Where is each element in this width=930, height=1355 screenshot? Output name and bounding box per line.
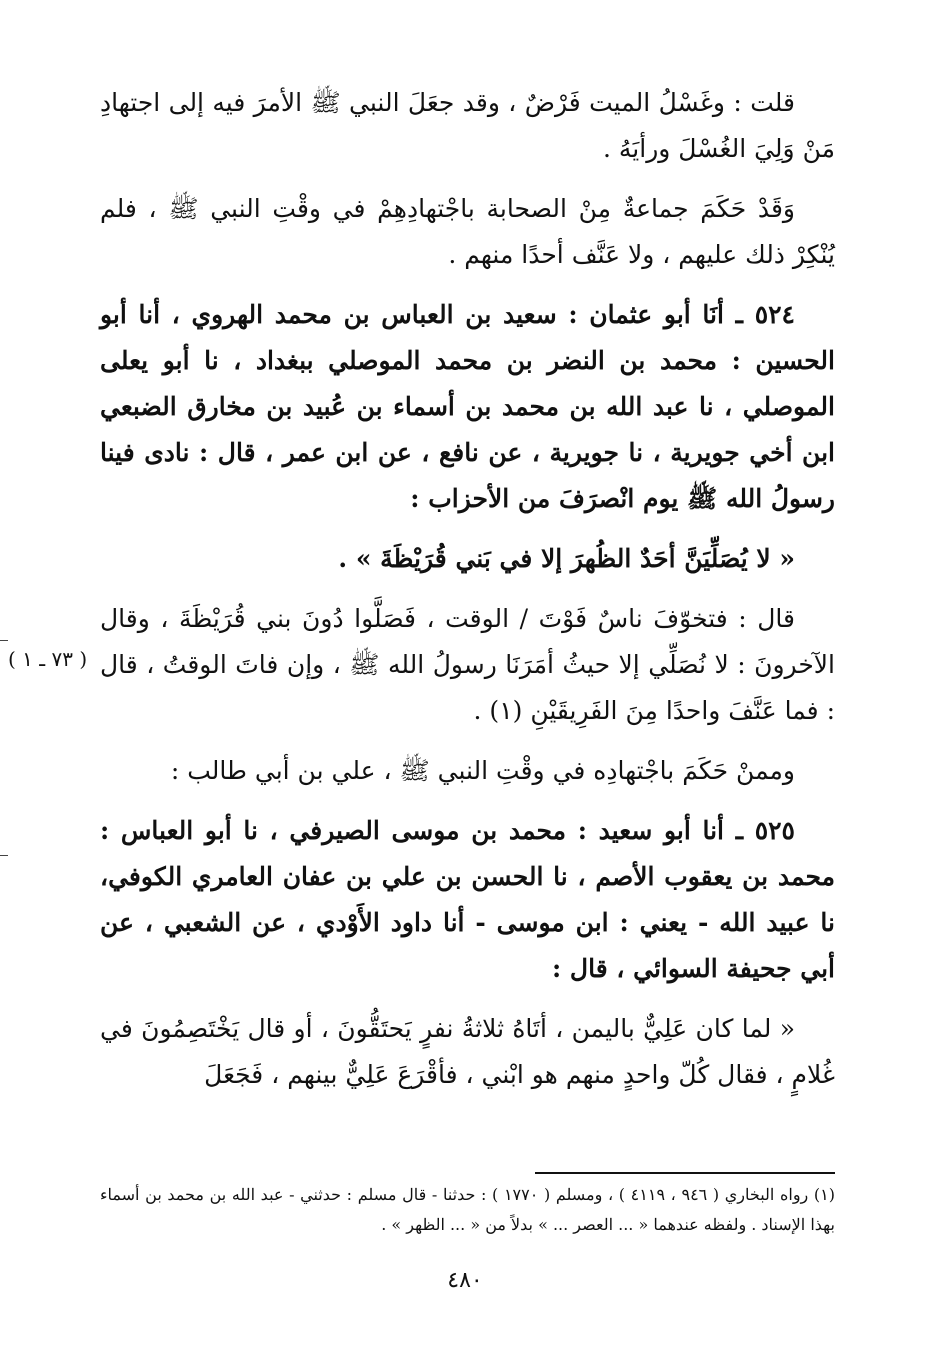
footnote-divider: [535, 1172, 835, 1174]
hadith-524-paragraph: ٥٢٤ ـ أنَا أبو عثمان : سعيد بن العباس بن محمد الهروي ، أنا أبو الحسين : محمد بن النضر بن محمد الموصلي ببغداد ، نا أبو يعلى الموصلي ، نا عبد الله بن محمد بن أسماء بن عُبيد بن مخارق الضبعي ابن أخي جويرية ، نا جويرية ، عن نافع ، عن ابن عمر ، قال : نادى فينا رسولُ الله ﷺ يوم انْصرَفَ من الأحزاب :: [100, 300, 835, 513]
hadith-quote: « لا يُصَلِّيَنَّ أحَدٌ الظُهرَ إلا في بَني قُرَيْظَةَ » .: [338, 544, 795, 573]
manuscript-folio-reference: ( ٧٣ ـ ١ ): [8, 647, 88, 671]
page-number: ٤٨٠: [447, 1268, 483, 1293]
hadith-525-paragraph: ٥٢٥ ـ أنا أبو سعيد : محمد بن موسى الصيرفي ، نا أبو العباس : محمد بن يعقوب الأصم ، نا الحسن بن علي بن عفان العامري الكوفي، نا عبيد الله - يعني : ابن موسى - أنا داود الأَوْدي ، عن الشعبي ، عن أبي جحيفة السوائي ، قال :: [100, 816, 835, 983]
footnotes: [100, 1180, 835, 1240]
hadith-quote-continued: « لما كان عَلِيٌّ باليمن ، أتَاهُ ثلاثةُ نفرٍ يَحتَقُّونَ ، أو قال يَخْتَصِمُونَ في غُلامٍ ، فقال كُلّ واحدٍ منهم هو ابْني ، فأقْرَعَ عَلِيٌّ بينهم ، فَجَعَلَ: [100, 1014, 835, 1089]
narration-paragraph: قال : فتخوّفَ ناسٌ فَوْتَ / الوقت ، فَصَلَّوا دُونَ بني قُرَيْظَةَ ، وقال الآخرونَ : لا نُصَلِّي إلا حيثُ أمَرَنَا رسولُ الله ﷺ ، وإن فاتَ الوقتُ ، قال : فما عَنَّفَ واحدًا مِنَ الفَرِيقَيْنِ (١) .: [100, 604, 835, 725]
footnote-1: (١) رواه البخاري ( ٩٤٦ ، ٤١١٩ ) ، ومسلم ( ١٧٧٠ ) : حدثنا - قال مسلم : حدثني - عبد الله بن محمد بن أسماء بهذا الإسناد . ولفظه عندهما « ... العصر ... » بدلاً من « ... الظهر » .: [100, 1185, 835, 1234]
main-text-body: [100, 80, 835, 1112]
commentary-paragraph: وممنْ حَكَمَ باجْتهادِه في وقْتِ النبي ﷺ ، علي بن أبي طالب :: [170, 756, 795, 785]
commentary-paragraph: وَقَدْ حَكَمَ جماعةٌ مِنْ الصحابة باجْتهادِهِمْ في وقْتِ النبي ﷺ ، فلم يُنْكِرْ ذلك عليهم ، ولا عَنَّف أحدًا منهم .: [100, 194, 835, 269]
commentary-paragraph: قلت : وغَسْلُ الميت فَرْضٌ ، وقد جعَلَ النبي ﷺ الأمرَ فيه إلى اجتهادِ مَنْ وَلِيَ الغُسْلَ ورأيَهُ .: [100, 88, 835, 163]
edge-mark: [0, 855, 8, 856]
edge-mark: [0, 640, 8, 641]
